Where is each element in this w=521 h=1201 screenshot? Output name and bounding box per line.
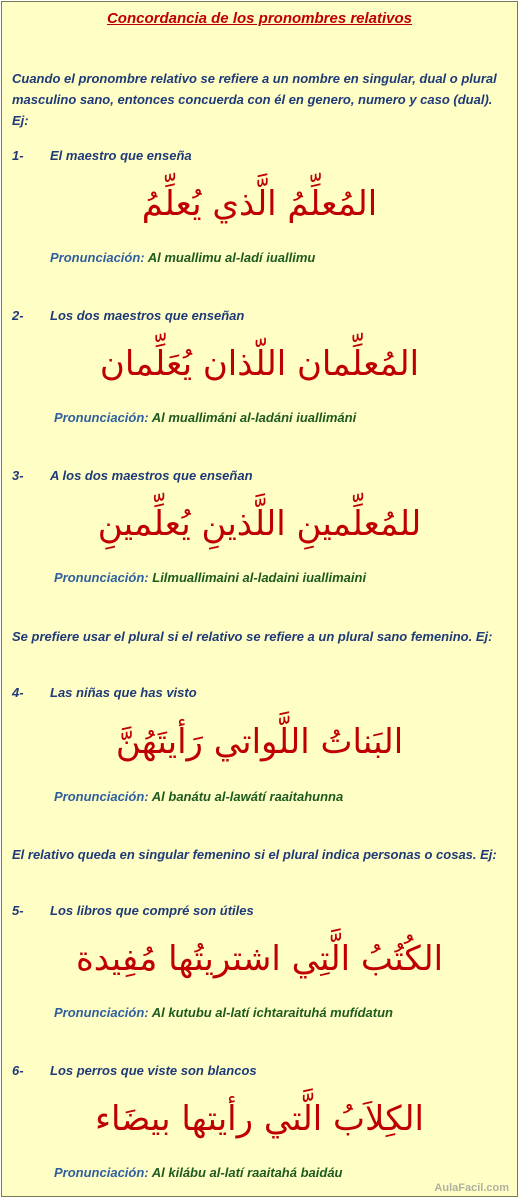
singular-feminine-note: El relativo queda en singular femenino si el plural indica personas o cosas. Ej: [12,847,497,862]
example-2-arabic: المُعلِّمان اللّذان يُعَلِّمان [99,344,420,384]
example-1-number: 1- [12,148,24,163]
pronunciation-value: Al muallimu al-ladí iuallimu [147,250,316,265]
example-5-pronunciation [54,1005,393,1020]
example-6-spanish: Los perros que viste son blancos [50,1063,257,1078]
example-6-number: 6- [12,1063,24,1078]
example-2-number: 2- [12,308,24,323]
example-4-pronunciation [54,789,343,804]
example-3-pronunciation [54,570,366,585]
example-2-pronunciation [54,410,356,425]
example-6-arabic: الكِلاَبُ الَّتي رأيتها بيضَاء [95,1099,424,1139]
example-3-spanish: A los dos maestros que enseñan [50,468,253,483]
pronunciation-label: Pronunciación: [54,410,149,425]
pronunciation-label: Pronunciación: [54,1165,149,1180]
example-1-spanish: El maestro que enseña [50,148,192,163]
page-title: Concordancia de los pronombres relativos [106,10,413,27]
example-4-number: 4- [12,685,24,700]
example-5-arabic: الكُتُبُ الَّتِي اشتريتُها مُفِيدة [75,939,444,979]
lesson-page [1,1,518,1197]
example-5-spanish: Los libros que compré son útiles [50,903,254,918]
pronunciation-value: Al muallimáni al-ladáni iuallimáni [151,410,357,425]
example-1-pronunciation [50,250,315,265]
example-3-arabic: للمُعلِّمينِ اللَّذينِ يُعلِّمينِ [97,504,422,544]
intro-paragraph: Cuando el pronombre relativo se refiere a un nombre en singular, dual o plural masculino sano, entonces concuerda con él en genero, numero y caso (dual). Ej: [12,71,497,128]
site-watermark: AulaFacil.com [434,1182,509,1194]
pronunciation-label: Pronunciación: [54,570,149,585]
pronunciation-value: Al banátu al-lawátí raaitahunna [151,789,344,804]
feminine-plural-note: Se prefiere usar el plural si el relativo se refiere a un plural sano femenino. Ej: [12,629,493,644]
example-4-arabic: البَناتُ اللَّواتي رَأيتَهُنَّ [115,722,404,762]
example-6-pronunciation [54,1165,343,1180]
pronunciation-value: Al kutubu al-latí ichtaraituhá mufídatun [151,1005,393,1020]
example-3-number: 3- [12,468,24,483]
example-5-number: 5- [12,903,24,918]
pronunciation-value: Lilmuallimaini al-ladaini iuallimaini [152,570,367,585]
pronunciation-label: Pronunciación: [54,1005,149,1020]
pronunciation-label: Pronunciación: [54,789,149,804]
example-2-spanish: Los dos maestros que enseñan [50,308,245,323]
pronunciation-value: Al kilábu al-latí raaitahá baidáu [151,1165,343,1180]
pronunciation-label: Pronunciación: [50,250,145,265]
example-4-spanish: Las niñas que has visto [50,685,197,700]
example-1-arabic: المُعلِّمُ الَّذي يُعلِّمُ [141,184,378,224]
